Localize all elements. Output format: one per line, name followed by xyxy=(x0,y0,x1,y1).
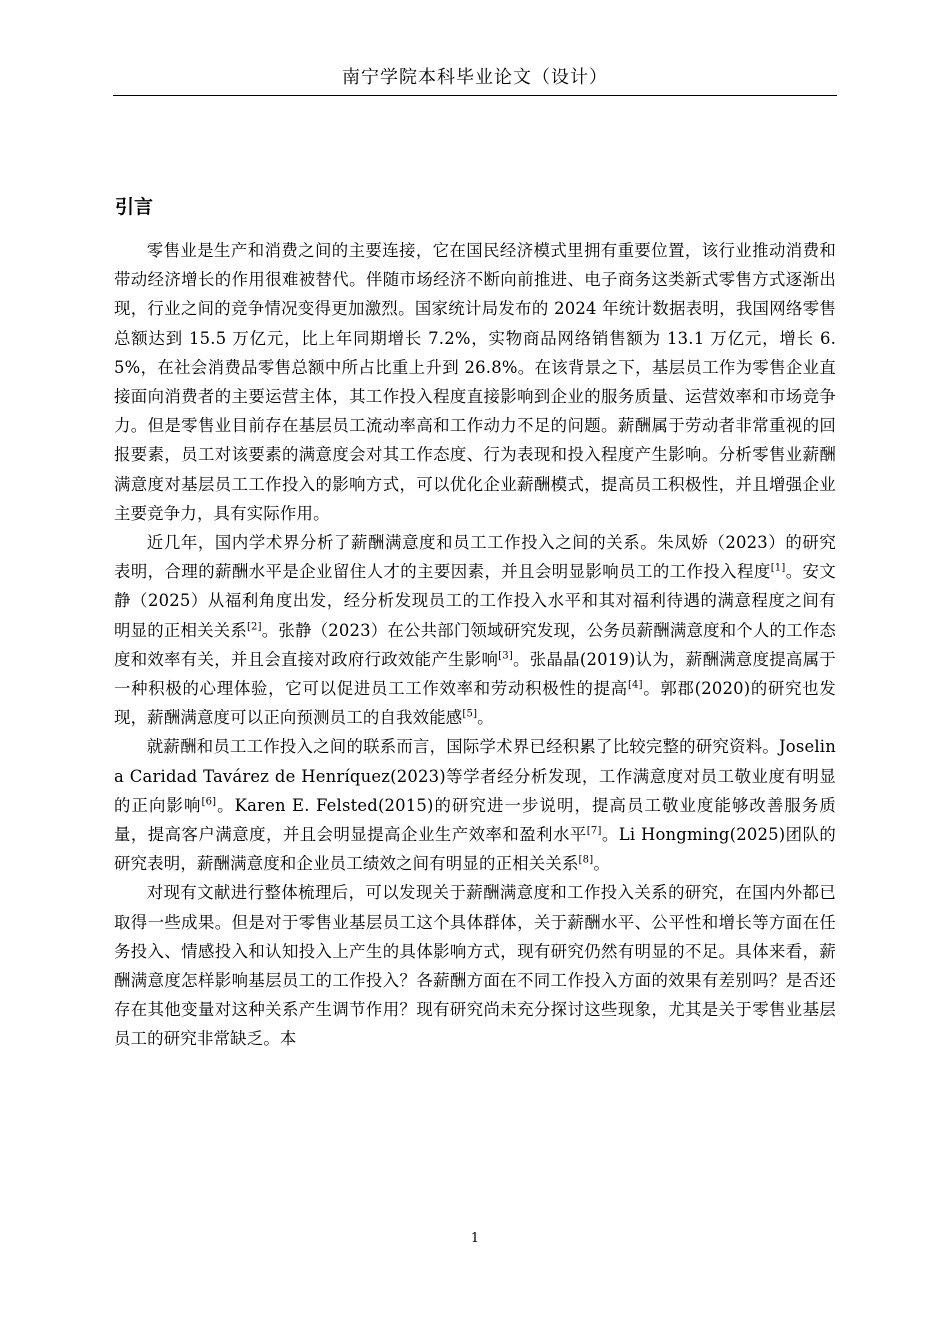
section-title: 引言 xyxy=(115,196,154,218)
header-rule xyxy=(113,95,837,96)
text-run: 。Karen E. Felsted(2015)的研究进一步说明，提高员工敬业度能够改善服务质量，提高客户满意度，并且会明显提高企业生产效率和盈利水平 xyxy=(114,795,836,845)
text-run: 。郭郡(2020)的研究也发现，薪酬满意度可以正向预测员工的自我效能感 xyxy=(114,679,836,728)
text-run: 。Li Hongming(2025)团队的研究表明，薪酬满意度和企业员工绩效之间有明显的正相关关系 xyxy=(114,825,836,874)
paragraph xyxy=(114,528,836,732)
citation-ref: [6] xyxy=(201,796,217,808)
text-run: 就薪酬和员工工作投入之间的联系而言，国际学术界已经积累了比较完整的研究资料。Joselina Caridad Tavárez de Henríquez(2023)等学者经分析发现，工作满意度对员工敬业度有明显的正向影响 xyxy=(114,737,836,815)
text-run: 。张静（2023）在公共部门领域研究发现，公务员薪酬满意度和个人的工作态度和效率有关，并且会直接对政府行政效能产生影响 xyxy=(114,620,836,669)
body-text xyxy=(114,236,836,1054)
citation-ref: [1] xyxy=(770,562,786,574)
citation-ref: [2] xyxy=(246,621,262,633)
text-run: 。张晶晶(2019)认为，薪酬满意度提高属于一种积极的心理体验，它可以促进员工工作效率和劳动积极性的提高 xyxy=(114,649,836,699)
citation-ref: [7] xyxy=(586,825,602,837)
citation-ref: [8] xyxy=(578,854,594,866)
paragraph xyxy=(114,732,836,878)
text-run: 。 xyxy=(593,854,610,874)
text-run: 。安文静（2025）从福利角度出发，经分析发现员工的工作投入水平和其对福利待遇的满意程度之间有明显的正相关关系 xyxy=(114,562,836,640)
running-header: 南宁学院本科毕业论文（设计） xyxy=(342,67,608,88)
paragraph xyxy=(114,878,836,1053)
citation-ref: [5] xyxy=(462,708,478,720)
text-run: 。 xyxy=(477,708,494,728)
text-run: 近几年，国内学术界分析了薪酬满意度和员工工作投入之间的关系。朱凤娇（2023）的研究表明，合理的薪酬水平是企业留住人才的主要因素，并且会明显影响员工的工作投入程度 xyxy=(114,533,836,582)
page-number: 1 xyxy=(470,1231,480,1246)
text-run: 对现有文献进行整体梳理后，可以发现关于薪酬满意度和工作投入关系的研究，在国内外都已取得一些成果。但是对于零售业基层员工这个具体群体，关于薪酬水平、公平性和增长等方面在任务投入、情感投入和认知投入上产生的具体影响方式，现有研究仍然有明显的不足。具体来看，薪酬满意度怎样影响基层员工的工作投入？各薪酬方面在不同工作投入方面的效果有差别吗？是否还存在其他变量对这种关系产生调节作用？现有研究尚未充分探讨这些现象，尤其是关于零售业基层员工的研究非常缺乏。本 xyxy=(114,883,836,1049)
paragraph xyxy=(114,236,836,528)
citation-ref: [3] xyxy=(498,650,513,662)
text-run: 零售业是生产和消费之间的主要连接，它在国民经济模式里拥有重要位置，该行业推动消费和带动经济增长的作用很难被替代。伴随市场经济不断向前推进、电子商务这类新式零售方式逐渐出现，行业之间的竞争情况变得更加激烈。国家统计局发布的 2024 年统计数据表明，我国网络零售总额达到 15.5 万亿元，比上年同期增长 7.2%，实物商品网络销售额为 13.1 万亿元，增长 6.5%，在社会消费品零售总额中所占比重上升到 26.8%。在该背景之下，基层员工作为零售企业直接面向消费者的主要运营主体，其工作投入程度直接影响到企业的服务质量、运营效率和市场竞争力。但是零售业目前存在基层员工流动率高和工作动力不足的问题。薪酬属于劳动者非常重视的回报要素，员工对该要素的满意度会对其工作态度、行为表现和投入程度产生影响。分析零售业薪酬满意度对基层员工工作投入的影响方式，可以优化企业薪酬模式，提高员工积极性，并且增强企业主要竞争力，具有实际作用。 xyxy=(114,241,836,523)
citation-ref: [4] xyxy=(627,679,643,691)
